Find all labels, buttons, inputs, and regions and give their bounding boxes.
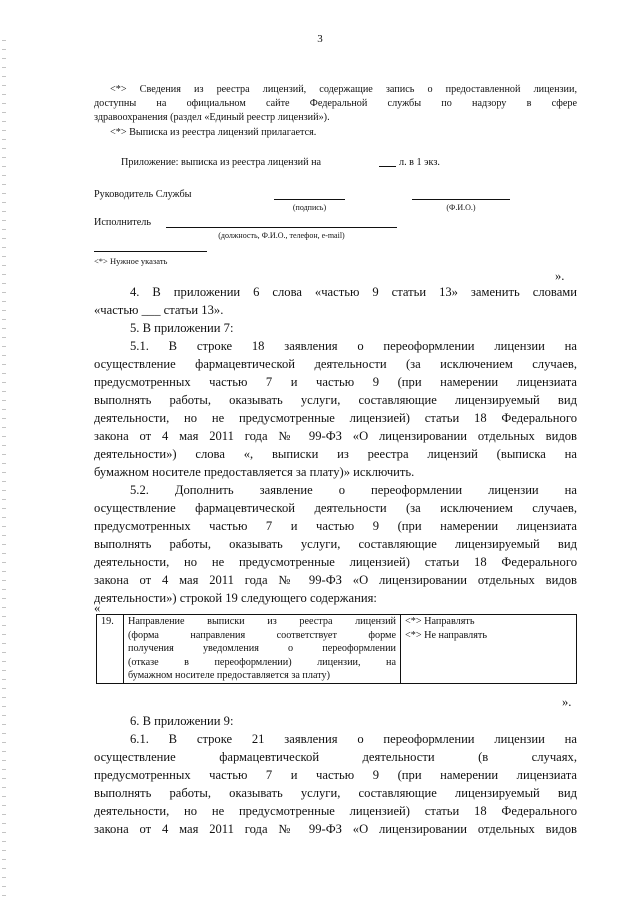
item6-heading: 6. В приложении 9:	[130, 714, 234, 728]
item51-line-3: предусмотренных частью 7 и частью 9 (при намерении лицензиата	[94, 375, 577, 389]
footnote: <*> Нужное указать	[94, 256, 168, 266]
sheets-blank	[379, 166, 396, 167]
info-line-1: <*> Сведения из реестра лицензий, содержащие запись о предоставленной лицензии,	[110, 84, 577, 95]
option-not-send: <*> Не направлять	[405, 629, 488, 641]
item52-line-4: выполнять работы, оказывать услуги, составляющие лицензируемый вид	[94, 537, 577, 551]
item61-line-4: выполнять работы, оказывать услуги, составляющие лицензируемый вид	[94, 786, 577, 800]
page-number: 3	[317, 33, 323, 45]
executor-label: Исполнитель	[94, 217, 151, 228]
closing-quote-1: ».	[555, 269, 565, 283]
item4-line-2: «частью ___ статьи 13».	[94, 303, 224, 317]
extract-attached-note: <*> Выписка из реестра лицензий прилагается.	[110, 127, 317, 138]
info-line-2: доступны на официальном сайте Федеральной службы по надзору в сфере	[94, 98, 577, 109]
item61-line-2: осуществление фармацевтической деятельности (в случаях,	[94, 750, 577, 764]
scan-edge	[2, 40, 6, 900]
desc-line-4: (отказе в переоформлении) лицензии, на	[128, 656, 396, 668]
signature-line	[274, 199, 345, 200]
item51-line-7: деятельности») слова «, выписки из реестра лицензий (выписка на	[94, 447, 577, 461]
item5-heading: 5. В приложении 7:	[130, 321, 234, 335]
closing-quote-2: ».	[562, 695, 572, 709]
item51-line-5: деятельности, но не предусмотренные лицензией) статьи 18 Федерального	[94, 411, 577, 425]
item61-line-6: закона от 4 мая 2011 года № 99-ФЗ «О лицензировании отдельных видов	[94, 822, 577, 836]
option-send: <*> Направлять	[405, 616, 475, 627]
opening-quote: «	[94, 601, 101, 615]
row-description	[124, 615, 401, 684]
table-row	[97, 615, 577, 684]
desc-line-5: бумажном носителе предоставляется за плату)	[128, 670, 331, 682]
item52-line-3: предусмотренных частью 7 и частью 9 (при намерении лицензиата	[94, 519, 577, 533]
item51-line-1: 5.1. В строке 18 заявления о переоформлении лицензии на	[130, 339, 577, 353]
item51-line-2: осуществление фармацевтической деятельности (за исключением случаев,	[94, 357, 577, 371]
attachment-label: Приложение: выписка из реестра лицензий на	[121, 157, 322, 168]
item52-line-2: осуществление фармацевтической деятельности (за исключением случаев,	[94, 501, 577, 515]
fio-line	[412, 199, 510, 200]
item4-line-1: 4. В приложении 6 слова «частью 9 статьи 13» заменить словами	[130, 285, 577, 299]
item61-line-1: 6.1. В строке 21 заявления о переоформлении лицензии на	[130, 732, 577, 746]
desc-line-3: получения уведомления о переоформлении	[128, 643, 396, 655]
executor-line	[166, 227, 397, 228]
item52-line-6: закона от 4 мая 2011 года № 99-ФЗ «О лицензировании отдельных видов	[94, 573, 577, 587]
info-line-3: здравоохранения (раздел «Единый реестр лицензий»).	[94, 112, 330, 123]
item51-line-8: бумажном носителе предоставляется за плату)» исключить.	[94, 465, 415, 479]
item51-line-4: выполнять работы, оказывать услуги, составляющие лицензируемый вид	[94, 393, 577, 407]
row-19-table	[96, 614, 577, 684]
item61-line-5: деятельности, но не предусмотренные лицензией) статьи 18 Федерального	[94, 804, 577, 818]
signature-hint: (подпись)	[292, 203, 327, 212]
item52-line-5: деятельности, но не предусмотренные лицензией) статьи 18 Федерального	[94, 555, 577, 569]
desc-line-2: (форма направления соответствует форме	[128, 629, 396, 641]
item61-line-3: предусмотренных частью 7 и частью 9 (при намерении лицензиата	[94, 768, 577, 782]
item52-line-1: 5.2. Дополнить заявление о переоформлении лицензии на	[130, 483, 577, 497]
desc-line-1: Направление выписки из реестра лицензий	[128, 616, 396, 627]
executor-hint: (должность, Ф.И.О., телефон, e-mail)	[218, 231, 345, 240]
attachment-label-end: л. в 1 экз.	[399, 157, 440, 168]
head-of-service-label: Руководитель Службы	[94, 189, 192, 200]
item51-line-6: закона от 4 мая 2011 года № 99-ФЗ «О лицензировании отдельных видов	[94, 429, 577, 443]
row-options	[401, 615, 577, 684]
row-number: 19.	[97, 615, 124, 684]
fio-hint: (Ф.И.О.)	[446, 203, 476, 212]
footnote-rule	[94, 251, 207, 252]
item52-line-7: деятельности») строкой 19 следующего содержания:	[94, 591, 377, 605]
